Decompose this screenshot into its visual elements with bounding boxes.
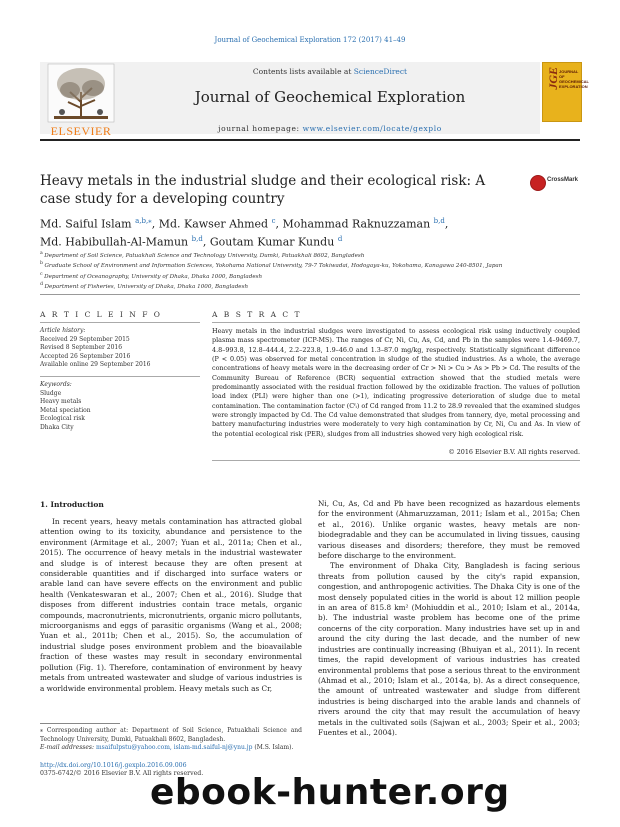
publisher-logo-text: ELSEVIER <box>50 124 112 138</box>
author-separator: , <box>202 235 210 249</box>
email-line <box>40 744 302 753</box>
affiliation-key: a <box>40 251 45 256</box>
paper-title: Heavy metals in the industrial sludge and their ecological risk: A case study for a developing country <box>40 173 486 207</box>
corresponding-author-footnote <box>40 727 302 753</box>
sciencedirect-link[interactable]: ScienceDirect <box>353 67 408 76</box>
affiliation-item <box>40 271 580 281</box>
keyword-item: Heavy metals <box>40 398 82 406</box>
author-name[interactable]: Md. Saiful Islam <box>40 217 136 231</box>
article-info-rule <box>40 322 200 323</box>
homepage-link[interactable]: www.elsevier.com/locate/gexplo <box>302 124 442 133</box>
homepage-prefix: journal homepage: <box>218 124 303 133</box>
history-item: Received 29 September 2015 <box>40 335 130 343</box>
contents-available-line <box>130 67 530 76</box>
history-item: Accepted 26 September 2016 <box>40 352 131 360</box>
article-history <box>40 327 200 370</box>
journal-homepage-line <box>130 124 530 133</box>
abstract-rule <box>212 322 580 323</box>
affiliation-text: Department of Oceanography, University of Dhaka, Dhaka 1000, Bangladesh <box>44 273 263 280</box>
affiliation-list <box>40 250 580 291</box>
affiliation-text: Graduate School of Environment and Information Sciences, Yokohama National University, 79-7 Tokiwadai, Hodogaya-ku, Yokohama, Kanagawa 240-8501, Japan <box>44 263 503 270</box>
contents-prefix: Contents lists available at <box>252 67 354 76</box>
title-divider <box>40 294 580 295</box>
author-affiliation-marker[interactable]: c <box>271 217 276 225</box>
body-paragraph: The environment of Dhaka City, Bangladesh is facing serious threats from pollution caused by the city's rapid expansion, congestion, and anthropogenic activities. The Dhaka City is one of the most densely populated cities in the world is about 12 million people in an area of 815.8 km² (Mohiuddin et al., 2010; Islam et al., 2014a, b). The industrial waste problem has become one of the prime concerns of the city corporation. Many industries have set up in and around the city during the last decade, and the number of new industries are continually increasing (Bhuiyan et al., 2011). In recent times, the rapid development of various industries has created environmental problems that pose a serious threat to the environment (Ahmad et al., 2010; Islam et al., 2014a, b). As a direct consequence, the amount of untreated wastewater and sludge from different industries is being discharged into the arable lands and channels of rivers around the city that may result the accumulation of heavy metals in the cultivated soils (Sajwan et al., 2003; Speir et al., 2003; Fuentes et al., 2004). <box>318 561 580 737</box>
keyword-item: Metal speciation <box>40 406 91 414</box>
footnote-rule <box>40 723 120 724</box>
keyword-item: Dhaka City <box>40 423 74 431</box>
affiliation-item <box>40 260 580 270</box>
header-divider <box>40 139 580 141</box>
article-info-heading: A R T I C L E I N F O <box>40 310 162 319</box>
abstract-copyright: © 2016 Elsevier B.V. All rights reserved. <box>448 448 580 456</box>
affiliation-key: b <box>40 261 45 267</box>
author-separator: , <box>275 217 283 231</box>
email-links[interactable]: msaifulpstu@yahoo.com, islam-md.saiful-nj@ynu.jp <box>95 744 253 751</box>
abstract-bottom-rule <box>212 460 580 461</box>
affiliation-text: Department of Soil Science, Patuakhali Science and Technology University, Dumki, Patuakhali 8602, Bangladesh <box>44 252 365 259</box>
email-label: E-mail addresses: <box>40 744 96 751</box>
author-separator: , <box>151 217 159 231</box>
keywords-rule <box>40 376 200 377</box>
author-name[interactable]: Mohammad Raknuzzaman <box>282 217 434 231</box>
history-item: Revised 8 September 2016 <box>40 344 123 352</box>
author-list <box>40 214 540 249</box>
crossmark-icon <box>530 175 546 191</box>
history-item: Available online 29 September 2016 <box>40 361 151 369</box>
author-name[interactable]: Goutam Kumar Kundu <box>209 235 338 249</box>
author-affiliation-marker[interactable]: b,d <box>191 234 203 243</box>
affiliation-item <box>40 281 580 291</box>
journal-reference[interactable]: Journal of Geochemical Exploration 172 (2017) 41–49 <box>214 36 406 44</box>
keywords-label: Keywords: <box>40 381 72 388</box>
body-paragraph: Ni, Cu, As, Cd and Pb have been recognized as hazardous elements for the environment (Ahmaruzzaman, 2011; Islam et al., 2015a; Chen et al., 2016). Unlike organic wastes, heavy metals are non-biodegradable and they can be accumulated in living tissues, causing various diseases and disorders; therefore, they must be removed before discharge to the environment. <box>318 499 580 561</box>
affiliation-text: Department of Fisheries, University of Dhaka, Dhaka 1000, Bangladesh <box>44 283 249 290</box>
cover-abbrev: JGE <box>546 67 560 90</box>
author-name[interactable]: Md. Habibullah-Al-Mamun <box>40 235 192 249</box>
author-separator: , <box>444 217 449 231</box>
watermark-text: ebook-hunter.org <box>150 772 510 813</box>
body-column-left <box>40 517 302 694</box>
email-suffix: (M.S. Islam). <box>252 744 294 751</box>
keyword-list <box>40 381 200 433</box>
history-label: Article history: <box>40 327 86 334</box>
introduction-heading: 1. Introduction <box>40 500 104 509</box>
affiliation-key: c <box>40 271 45 277</box>
abstract-heading: A B S T R A C T <box>212 310 302 319</box>
journal-title: Journal of Geochemical Exploration <box>194 88 466 106</box>
affiliation-key: d <box>40 281 45 287</box>
author-affiliation-marker[interactable]: b,d <box>433 217 445 225</box>
cover-title: JOURNAL OF GEOCHEMICAL EXPLORATION <box>559 69 589 89</box>
body-paragraph: In recent years, heavy metals contamination has attracted global attention owing to its toxicity, abundance and persistence to the environment (Armitage et al., 2007; Yuan et al., 2011a; Chen et al., 2015). The occurrence of heavy metals in the industrial wastewater and sludge is of interest because they are often present at considerable quantities and if discharged into surface waters or arable land can have severe effects on the environment and public health (Venkateswaran et al., 2007; Chen et al., 2016). Sludge that disposes from different industries contain trace metals, organic compounds, macronutrients, micronutrients, organic micro pollutants, microorganisms and eggs of parasitic organisms (Wang et al., 2008; Yuan et al., 2011b; Chen et al., 2015). So, the accumulation of industrial sludge poses environment problem and the bioavailable fraction of these wastes may result in secondary environmental pollution (Fig. 1). Therefore, contamination of environment by heavy metals from untreated wastewater and sludge of various industries is a worldwide environmental problem. Heavy metals such as Cr, <box>40 517 302 693</box>
crossmark-badge[interactable] <box>530 175 590 191</box>
journal-cover-thumbnail[interactable] <box>542 62 589 122</box>
author-name[interactable]: Md. Kawser Ahmed <box>158 217 272 231</box>
doi-link[interactable]: http://dx.doi.org/10.1016/j.gexplo.2016.09.006 <box>40 762 187 769</box>
issn-line: 0375-6742/© 2016 Elsevier B.V. All rights reserved. <box>40 770 204 777</box>
keyword-item: Ecological risk <box>40 415 85 423</box>
abstract-text: Heavy metals in the industrial sludges were investigated to assess ecological risk using inductively coupled plasma mass spectrometer (ICP-MS). The ranges of Cr, Ni, Cu, As, Cd, and Pb in the samples were 1.4–9469.7, 4.8–993.8, 12.8–444.4, 2.2–223.8, 1.9–46.0 and 1.3–87.0 mg/kg, respectively. Statistically significant difference (P < 0.05) was observed for metal concentration in sludge of the studied industries. As a whole, the average concentrations of heavy metals were in the decreasing order of Cr > Ni > Cu > As > Pb > Cd. The results of the Community Bureau of Reference (BCR) sequential extraction showed that the studied metals were predominantly associated with the residual fraction followed by the oxidizable fraction. The values of pollution load index (PLI) were higher than one (>1), indicating progressive deterioration of sludge due to metal contamination. The contamination factor (Cᶠᵢ) of Cd ranged from 11.2 to 28.9 revealed that the examined sludges were strongly impacted by Cd. The Cd value demonstrated that sludges from tannery, dye, metal processing and battery manufacturing industries were moderately to very high contamination by Cr, Ni, Cu and As. In view of the potential ecological risk (PER), sludges from all industries showed very high ecological risk. <box>212 327 580 438</box>
corresponding-text: ⁎ Corresponding author at: Department of Soil Science, Patuakhali Science and Technology University, Dumki, Patuakhali 8602, Bangladesh. <box>40 727 302 743</box>
author-affiliation-marker[interactable]: d <box>337 234 343 243</box>
body-column-right <box>318 499 580 738</box>
author-affiliation-marker[interactable]: a,b,⁎ <box>135 217 152 225</box>
keyword-item: Sludge <box>40 389 62 397</box>
affiliation-item <box>40 250 580 260</box>
crossmark-label: CrossMark <box>547 177 579 183</box>
